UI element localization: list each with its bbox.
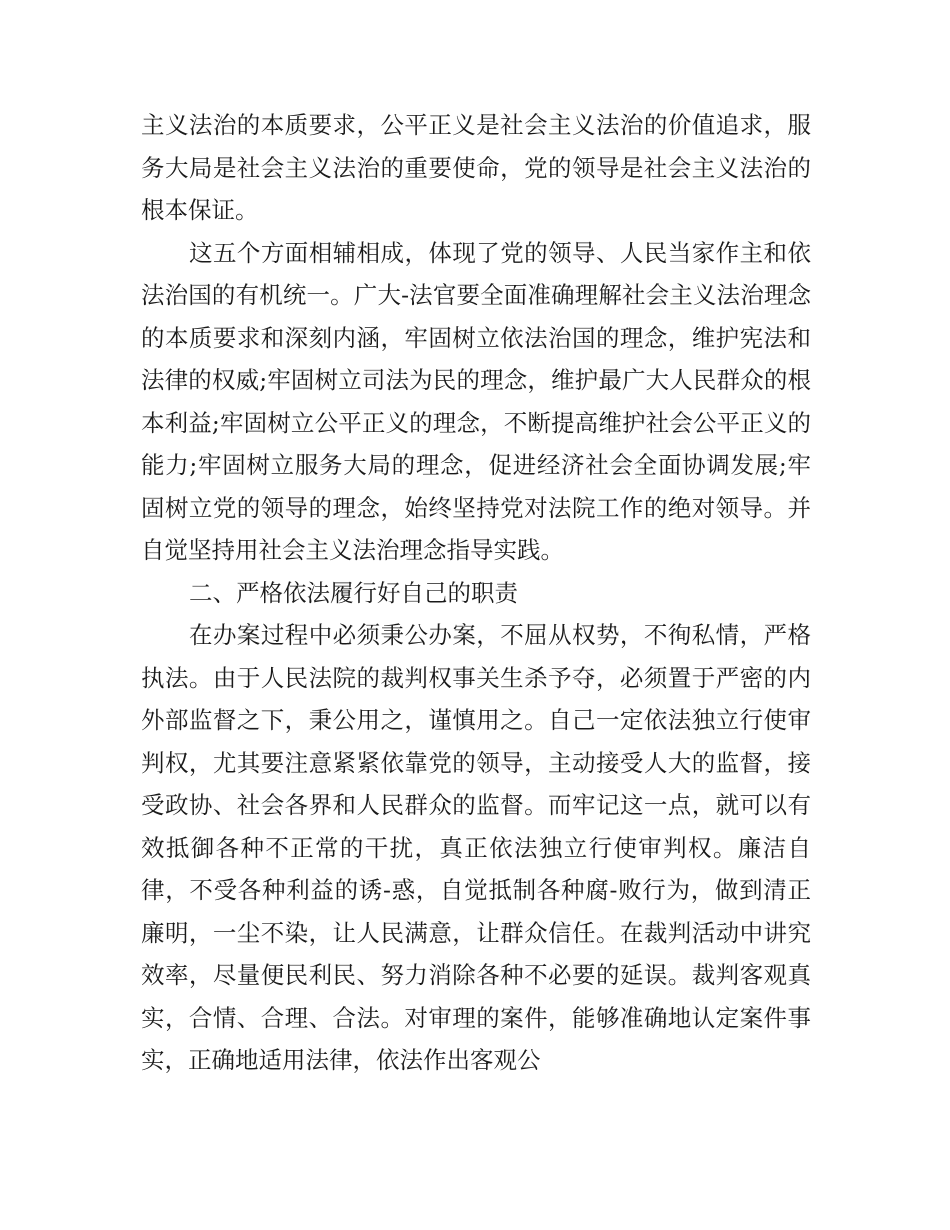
section-heading: 二、严格依法履行好自己的职责 [189,578,518,607]
paragraph-3: 在办案过程中必须秉公办案，不屈从权势，不徇私情，严格执法。由于人民法院的裁判权事关生杀予夺，必须置于严密的内外部监督之下，秉公用之，谨慎用之。自己一定依法独立行使审判权，尤其要注意紧紧依靠党的领导，主动接受人大的监督，接受政协、社会各界和人民群众的监督。而牢记这一点，就可以有效抵御各种不正常的干扰，真正依法独立行使审判权。廉洁自律，不受各种利益的诱-惑，自觉抵制各种腐-败行为，做到清正廉明，一尘不染，让人民满意，让群众信任。在裁判活动中讲究效率，尽量便民利民、努力消除各种不必要的延误。裁判客观真实，合情、合理、合法。对审理的案件，能够准确地认定案件事实，正确地适用法律，依法作出客观公 [141,621,811,1074]
paragraph-2: 这五个方面相辅相成，体现了党的领导、人民当家作主和依法治国的有机统一。广大-法官要全面准确理解社会主义法治理念的本质要求和深刻内涵，牢固树立依法治国的理念，维护宪法和法律的权威;牢固树立司法为民的理念，维护最广大人民群众的根本利益;牢固树立公平正义的理念，不断提高维护社会公平正义的能力;牢固树立服务大局的理念，促进经济社会全面协调发展;牢固树立党的领导的理念，始终坚持党对法院工作的绝对领导。并自觉坚持用社会主义法治理念指导实践。 [141,238,811,564]
paragraph-1: 主义法治的本质要求，公平正义是社会主义法治的价值追求，服务大局是社会主义法治的重要使命，党的领导是社会主义法治的根本保证。 [141,111,811,224]
document-body [141,104,811,1082]
